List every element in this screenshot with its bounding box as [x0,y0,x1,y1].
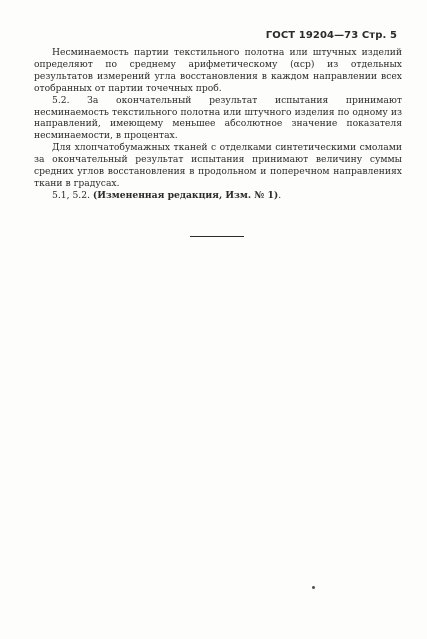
paragraph-final-result: 5.2. За окончательный результат испытания принимают несминаемость текстильного полотна или штучного изделия по одному из направлений, имеющему меньшее абсолютное значение показателя несминаемости, в процентах. [34,94,402,142]
amendment-label: (Измененная редакция, Изм. № 1) [92,189,279,201]
paragraph-cotton-fabrics: Для хлопчатобумажных тканей с отделками синтетическими смолами за окончательный результат испытания принимают величину суммы средних углов восстановления в продольном и поперечном направлениях ткани в градусах. [34,142,402,189]
paragraph-amendment-note [34,190,402,202]
separator-rule [190,236,244,237]
document-body [34,47,402,202]
paragraph-methodology: Несминаемость партии текстильного полотна или штучных изделий определяют по среднему арифметическому (αср) из отдельных результатов измерений угла восстановления в каждом направлении всех отобранных от партии точечных проб. [34,47,402,94]
amendment-clause-numbers: 5.1, 5.2. [52,189,93,201]
amendment-period: . [278,189,282,201]
scan-speck [312,586,315,589]
page-header: ГОСТ 19204—73 Стр. 5 [265,30,397,41]
